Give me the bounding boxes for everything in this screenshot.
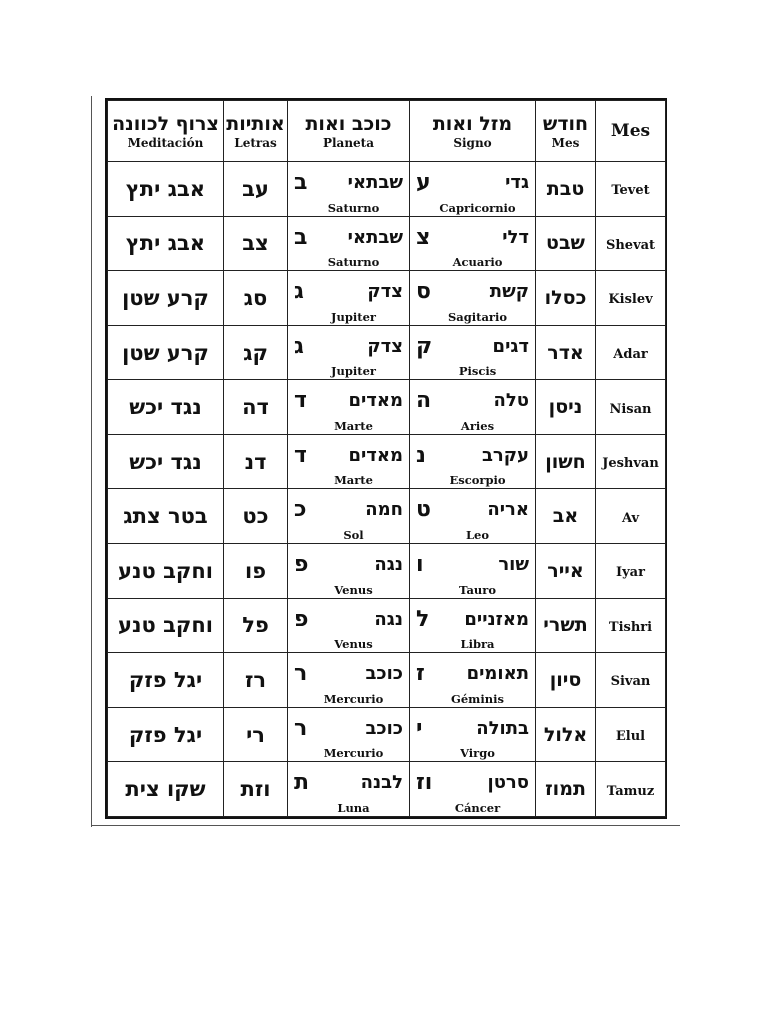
planeta-cell bbox=[288, 271, 410, 326]
meditacion-text: אבג יתץ bbox=[125, 231, 206, 256]
letras-cell bbox=[224, 216, 288, 271]
meditacion-cell bbox=[108, 162, 224, 217]
header-meditacion-hebrew: צרוף לכוונה bbox=[112, 113, 219, 135]
signo-cell bbox=[410, 162, 536, 217]
planeta-letter: כ bbox=[294, 497, 307, 523]
meditacion-text: יגל פזק bbox=[128, 667, 203, 692]
letras-cell bbox=[224, 598, 288, 653]
mes-hebreo-cell bbox=[536, 434, 596, 489]
letras-cell bbox=[224, 653, 288, 708]
table-row bbox=[108, 489, 666, 544]
mes-hebreo-text: אייר bbox=[547, 559, 584, 582]
mes-text: Tevet bbox=[611, 183, 650, 199]
table-row bbox=[108, 162, 666, 217]
meditacion-text: אבג יתץ bbox=[125, 176, 206, 201]
mes-hebreo-cell bbox=[536, 271, 596, 326]
signo-cell bbox=[410, 380, 536, 435]
planeta-hebrew-name: נגה bbox=[374, 554, 403, 576]
table-row bbox=[108, 271, 666, 326]
page-border-left bbox=[91, 96, 92, 827]
planeta-spanish-name: Luna bbox=[337, 801, 370, 815]
signo-cell bbox=[410, 707, 536, 762]
mes-cell bbox=[596, 598, 666, 653]
signo-spanish-name: Acuario bbox=[452, 255, 503, 270]
planeta-hebrew-name: שבתאי bbox=[347, 226, 403, 248]
mes-cell bbox=[596, 653, 666, 708]
letras-cell bbox=[224, 162, 288, 217]
meditacion-cell bbox=[108, 434, 224, 489]
mes-hebreo-cell bbox=[536, 489, 596, 544]
planeta-cell bbox=[288, 762, 410, 817]
meditacion-text: וחקב טנע bbox=[118, 558, 213, 583]
mes-cell bbox=[596, 216, 666, 271]
planeta-cell bbox=[288, 216, 410, 271]
planeta-letter: פ bbox=[294, 606, 309, 632]
signo-hebrew-name: טלה bbox=[493, 390, 529, 412]
table-row bbox=[108, 325, 666, 380]
letras-cell bbox=[224, 325, 288, 380]
mes-hebreo-text: אב bbox=[552, 505, 579, 528]
mes-hebreo-cell bbox=[536, 762, 596, 817]
planeta-spanish-name: Mercurio bbox=[323, 691, 384, 706]
planeta-letter: ב bbox=[294, 224, 308, 250]
signo-cell bbox=[410, 598, 536, 653]
mes-cell bbox=[596, 271, 666, 326]
meditacion-cell bbox=[108, 380, 224, 435]
signo-cell bbox=[410, 544, 536, 599]
planeta-cell bbox=[288, 162, 410, 217]
planeta-spanish-name: Marte bbox=[334, 418, 373, 433]
header-meditacion-spanish: Meditación bbox=[127, 136, 204, 150]
mes-cell bbox=[596, 434, 666, 489]
planeta-letter: ר bbox=[294, 661, 308, 687]
header-signo bbox=[410, 101, 536, 162]
planeta-letter: ת bbox=[294, 770, 310, 796]
mes-hebreo-text: טבת bbox=[546, 177, 585, 200]
mes-hebreo-text: אלול bbox=[543, 723, 588, 746]
mes-hebreo-cell bbox=[536, 598, 596, 653]
planeta-spanish-name: Mercurio bbox=[323, 746, 384, 761]
letras-text: רז bbox=[244, 667, 267, 692]
mes-text: Nisan bbox=[609, 401, 652, 417]
letras-cell bbox=[224, 544, 288, 599]
letras-text: פל bbox=[242, 613, 269, 638]
signo-cell bbox=[410, 653, 536, 708]
planeta-hebrew-name: מאדים bbox=[348, 390, 403, 412]
letras-text: צב bbox=[242, 231, 269, 256]
mes-hebreo-text: אדר bbox=[547, 341, 584, 364]
meditacion-cell bbox=[108, 544, 224, 599]
mes-cell bbox=[596, 325, 666, 380]
header-mes-hebreo bbox=[536, 101, 596, 162]
signo-spanish-name: Aries bbox=[460, 418, 495, 433]
letras-text: פו bbox=[244, 558, 267, 583]
table-row bbox=[108, 380, 666, 435]
mes-text: Tishri bbox=[608, 619, 653, 635]
mes-hebreo-cell bbox=[536, 544, 596, 599]
meditacion-text: שקו צית bbox=[125, 777, 206, 802]
letras-text: דנ bbox=[244, 449, 267, 474]
mes-text: Tamuz bbox=[606, 783, 655, 799]
signo-hebrew-name: שור bbox=[498, 554, 529, 576]
planeta-spanish-name: Sol bbox=[343, 528, 364, 543]
signo-hebrew-name: סרטן bbox=[487, 772, 529, 794]
zodiac-table-frame bbox=[105, 98, 667, 819]
mes-hebreo-text: חשון bbox=[545, 450, 586, 473]
mes-cell bbox=[596, 489, 666, 544]
signo-cell bbox=[410, 325, 536, 380]
signo-letter: ס bbox=[416, 279, 431, 305]
mes-cell bbox=[596, 380, 666, 435]
signo-letter: צ bbox=[416, 224, 431, 250]
meditacion-cell bbox=[108, 489, 224, 544]
signo-hebrew-name: אריה bbox=[487, 499, 529, 521]
planeta-spanish-name: Saturno bbox=[327, 200, 380, 215]
mes-cell bbox=[596, 544, 666, 599]
planeta-cell bbox=[288, 489, 410, 544]
signo-letter: ה bbox=[416, 388, 432, 414]
planeta-hebrew-name: נגה bbox=[374, 608, 403, 630]
page-border-bottom bbox=[91, 825, 680, 826]
mes-text: Adar bbox=[613, 347, 648, 363]
planeta-cell bbox=[288, 325, 410, 380]
header-mes bbox=[596, 101, 666, 162]
signo-hebrew-name: מאזניים bbox=[464, 608, 529, 630]
signo-spanish-name: Sagitario bbox=[447, 309, 508, 324]
mes-hebreo-cell bbox=[536, 707, 596, 762]
mes-hebreo-cell bbox=[536, 380, 596, 435]
letras-cell bbox=[224, 434, 288, 489]
mes-cell bbox=[596, 762, 666, 817]
header-mes-hebreo-hebrew: חודש bbox=[542, 113, 589, 135]
signo-cell bbox=[410, 762, 536, 817]
signo-hebrew-name: קשת bbox=[489, 281, 529, 303]
letras-cell bbox=[224, 380, 288, 435]
header-letras bbox=[224, 101, 288, 162]
header-mes-hebreo-spanish: Mes bbox=[551, 136, 580, 150]
planeta-hebrew-name: שבתאי bbox=[347, 172, 403, 193]
header-letras-spanish: Letras bbox=[234, 136, 277, 150]
planeta-letter: ר bbox=[294, 715, 308, 741]
signo-letter: וז bbox=[416, 770, 433, 796]
header-signo-spanish: Signo bbox=[453, 136, 492, 150]
table-row bbox=[108, 707, 666, 762]
header-meditacion bbox=[108, 101, 224, 162]
planeta-cell bbox=[288, 434, 410, 489]
mes-text: Av bbox=[621, 510, 640, 526]
header-signo-hebrew: מזל ואות bbox=[432, 113, 513, 135]
letras-text: עב bbox=[242, 176, 269, 201]
signo-hebrew-name: תאומים bbox=[466, 663, 529, 685]
mes-text: Sivan bbox=[610, 674, 651, 690]
mes-cell bbox=[596, 162, 666, 217]
header-letras-hebrew: אותיות bbox=[226, 113, 285, 135]
signo-hebrew-name: עקרב bbox=[481, 444, 529, 466]
letras-text: רי bbox=[246, 722, 265, 747]
meditacion-text: יגל פזק bbox=[128, 722, 203, 747]
letras-text: דה bbox=[242, 395, 269, 420]
meditacion-text: נגד יכש bbox=[129, 449, 202, 474]
signo-hebrew-name: בתולה bbox=[476, 717, 529, 739]
meditacion-cell bbox=[108, 762, 224, 817]
mes-hebreo-cell bbox=[536, 325, 596, 380]
planeta-letter: ד bbox=[294, 388, 307, 414]
planeta-spanish-name: Venus bbox=[334, 637, 373, 652]
letras-cell bbox=[224, 707, 288, 762]
signo-hebrew-name: דלי bbox=[502, 226, 529, 248]
planeta-cell bbox=[288, 653, 410, 708]
signo-spanish-name: Leo bbox=[465, 528, 490, 543]
letras-cell bbox=[224, 762, 288, 817]
mes-hebreo-cell bbox=[536, 162, 596, 217]
signo-cell bbox=[410, 216, 536, 271]
meditacion-text: קרע שטן bbox=[122, 340, 209, 365]
planeta-cell bbox=[288, 598, 410, 653]
meditacion-cell bbox=[108, 598, 224, 653]
letras-text: כט bbox=[242, 504, 269, 529]
signo-spanish-name: Virgo bbox=[460, 746, 495, 761]
letras-text: קג bbox=[243, 340, 268, 365]
signo-spanish-name: Cáncer bbox=[454, 801, 501, 815]
meditacion-cell bbox=[108, 707, 224, 762]
signo-letter: נ bbox=[416, 442, 426, 468]
planeta-hebrew-name: צדק bbox=[367, 335, 403, 357]
planeta-letter: פ bbox=[294, 552, 309, 578]
meditacion-text: נגד יכש bbox=[129, 395, 202, 420]
meditacion-cell bbox=[108, 216, 224, 271]
signo-cell bbox=[410, 434, 536, 489]
mes-hebreo-cell bbox=[536, 216, 596, 271]
signo-spanish-name: Piscis bbox=[458, 364, 497, 379]
signo-letter: ז bbox=[416, 661, 425, 687]
header-planeta-spanish: Planeta bbox=[322, 136, 375, 150]
signo-spanish-name: Escorpio bbox=[449, 473, 506, 488]
planeta-spanish-name: Venus bbox=[334, 582, 373, 597]
mes-text: Shevat bbox=[605, 237, 656, 253]
meditacion-text: בטר צתג bbox=[123, 504, 208, 529]
signo-hebrew-name: דגים bbox=[492, 335, 529, 357]
signo-spanish-name: Géminis bbox=[451, 691, 504, 706]
signo-letter: ט bbox=[416, 497, 431, 523]
planeta-hebrew-name: חמה bbox=[365, 499, 403, 521]
signo-letter: י bbox=[416, 715, 423, 741]
planeta-letter: ב bbox=[294, 170, 308, 195]
signo-spanish-name: Capricornio bbox=[439, 200, 516, 215]
mes-hebreo-text: תמוז bbox=[545, 778, 586, 801]
planeta-hebrew-name: מאדים bbox=[348, 444, 403, 466]
meditacion-text: קרע שטן bbox=[122, 285, 209, 310]
signo-hebrew-name: גדי bbox=[505, 172, 529, 193]
meditacion-cell bbox=[108, 271, 224, 326]
table-row bbox=[108, 598, 666, 653]
table-row bbox=[108, 653, 666, 708]
planeta-hebrew-name: לבנה bbox=[360, 772, 403, 794]
letras-cell bbox=[224, 271, 288, 326]
mes-hebreo-text: ניסן bbox=[548, 396, 583, 419]
meditacion-cell bbox=[108, 653, 224, 708]
header-planeta-hebrew: כוכב ואות bbox=[305, 113, 392, 135]
mes-text: Iyar bbox=[616, 565, 645, 581]
header-planeta bbox=[288, 101, 410, 162]
signo-letter: ו bbox=[416, 552, 424, 578]
signo-spanish-name: Tauro bbox=[459, 582, 496, 597]
signo-letter: ק bbox=[416, 333, 433, 359]
planeta-letter: ג bbox=[294, 333, 304, 359]
signo-letter: ע bbox=[416, 170, 431, 195]
planeta-hebrew-name: כוכב bbox=[365, 717, 403, 739]
mes-cell bbox=[596, 707, 666, 762]
header-row bbox=[108, 101, 666, 162]
mes-hebreo-cell bbox=[536, 653, 596, 708]
planeta-hebrew-name: צדק bbox=[367, 281, 403, 303]
signo-spanish-name: Libra bbox=[460, 637, 495, 652]
signo-cell bbox=[410, 489, 536, 544]
planeta-spanish-name: Jupiter bbox=[331, 309, 376, 324]
letras-cell bbox=[224, 489, 288, 544]
planeta-letter: ד bbox=[294, 442, 307, 468]
planeta-spanish-name: Marte bbox=[334, 473, 373, 488]
mes-hebreo-text: סיון bbox=[549, 668, 582, 691]
planeta-letter: ג bbox=[294, 279, 304, 305]
table-row bbox=[108, 216, 666, 271]
table-body bbox=[108, 162, 666, 817]
table-row bbox=[108, 544, 666, 599]
planeta-cell bbox=[288, 544, 410, 599]
table-row bbox=[108, 434, 666, 489]
header-mes-label: Mes bbox=[610, 121, 651, 141]
planeta-cell bbox=[288, 380, 410, 435]
letras-text: וזת bbox=[240, 777, 271, 802]
planeta-spanish-name: Jupiter bbox=[331, 364, 376, 379]
mes-hebreo-text: כסלו bbox=[544, 286, 587, 309]
table-row bbox=[108, 762, 666, 817]
mes-text: Jeshvan bbox=[602, 456, 659, 472]
mes-hebreo-text: שבט bbox=[546, 232, 585, 255]
planeta-hebrew-name: כוכב bbox=[365, 663, 403, 685]
meditacion-cell bbox=[108, 325, 224, 380]
mes-text: Kislev bbox=[608, 292, 653, 308]
letras-text: סג bbox=[243, 285, 268, 310]
zodiac-table bbox=[107, 100, 666, 817]
signo-letter: ל bbox=[416, 606, 430, 632]
planeta-cell bbox=[288, 707, 410, 762]
mes-hebreo-text: תשרי bbox=[543, 614, 588, 637]
mes-text: Elul bbox=[615, 729, 646, 745]
planeta-spanish-name: Saturno bbox=[327, 255, 380, 270]
signo-cell bbox=[410, 271, 536, 326]
meditacion-text: וחקב טנע bbox=[118, 613, 213, 638]
